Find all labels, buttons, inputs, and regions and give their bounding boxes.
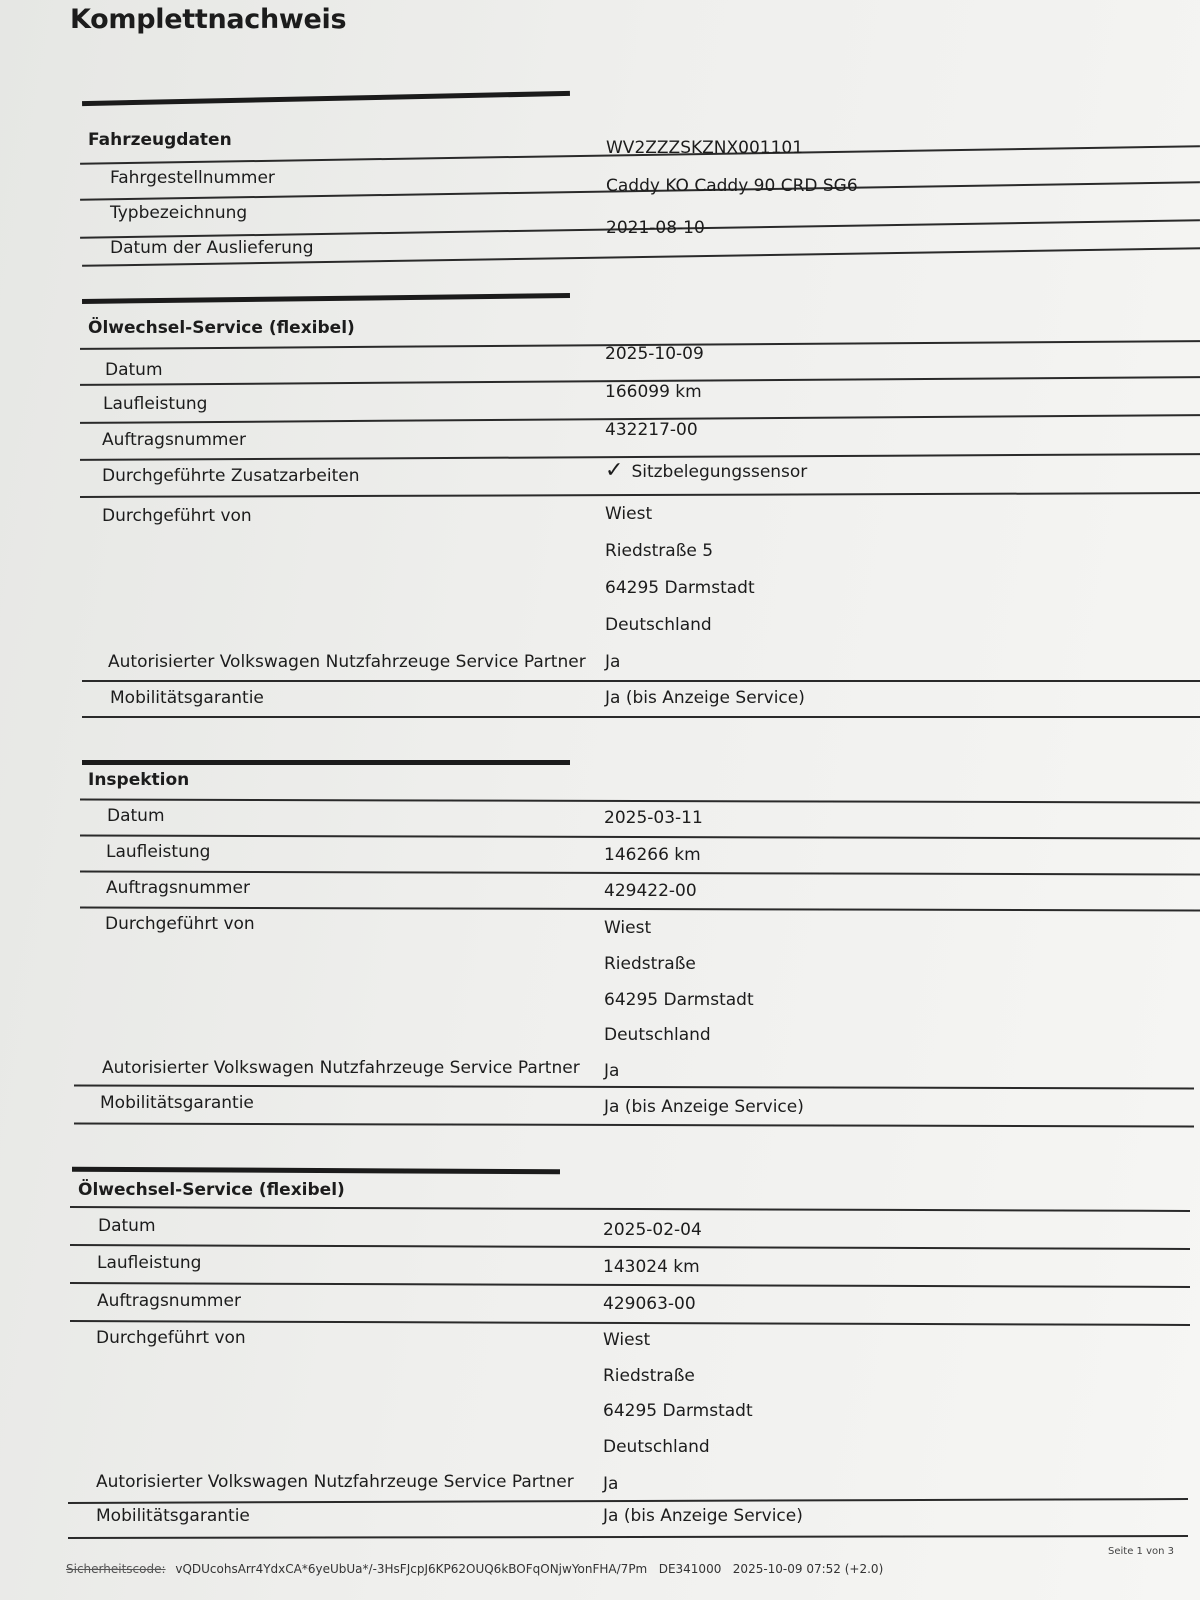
mobility-value: Ja (bis Anzeige Service): [605, 688, 805, 708]
km-label: Laufleistung: [97, 1253, 202, 1273]
km-value: 143024 km: [603, 1257, 700, 1277]
partner-label: Autorisierter Volkswagen Nutzfahrzeuge Service Partner: [96, 1472, 574, 1492]
delivery-value: 2021-08-10: [606, 218, 705, 238]
divider: [70, 1244, 1190, 1250]
print-timestamp: 2025-10-09 07:52 (+2.0): [732, 1562, 884, 1576]
performed-by-label: Durchgeführt von: [105, 914, 255, 934]
order-label: Auftragsnummer: [106, 878, 250, 898]
divider: [82, 680, 1200, 682]
order-label: Auftragsnummer: [102, 430, 246, 450]
partner-value: Ja: [603, 1474, 619, 1494]
divider: [80, 835, 1200, 840]
section-title: Ölwechsel-Service (flexibel): [88, 318, 355, 338]
delivery-label: Datum der Auslieferung: [110, 238, 314, 258]
performed-by-label: Durchgeführt von: [102, 506, 252, 526]
partner-value: Ja: [605, 652, 621, 672]
dealer-code: DE341000: [658, 1562, 722, 1576]
mobility-label: Mobilitätsgarantie: [100, 1093, 254, 1113]
divider: [80, 871, 1200, 876]
divider: [82, 716, 1200, 718]
performed-by-country: Deutschland: [603, 1437, 710, 1457]
section-bar: [82, 91, 570, 106]
divider: [70, 1206, 1190, 1212]
section-bar: [82, 293, 570, 304]
checkmark-icon: ✓: [605, 458, 624, 483]
vin-value: WV2ZZZSKZNX001101: [606, 138, 804, 158]
type-value: Caddy KO Caddy 90 CRD SG6: [606, 176, 858, 196]
performed-by-street: Riedstraße 5: [605, 541, 714, 561]
security-code: vQDUcohsArr4YdxCA*6yeUbUa*/-3HsFJcpJ6KP62OUQ6kBOFqONjwYonFHA/7Pm: [175, 1562, 648, 1576]
type-label: Typbezeichnung: [110, 203, 248, 223]
divider: [80, 799, 1200, 804]
order-label: Auftragsnummer: [97, 1291, 241, 1311]
divider: [74, 1123, 1194, 1128]
km-value: 166099 km: [605, 382, 702, 402]
km-label: Laufleistung: [106, 842, 211, 862]
footer: [66, 1562, 883, 1576]
mobility-value: Ja (bis Anzeige Service): [603, 1506, 803, 1526]
performed-by-street: Riedstraße: [604, 954, 696, 974]
section-title: Fahrzeugdaten: [88, 130, 232, 150]
section-bar: [72, 1167, 560, 1175]
performed-by-country: Deutschland: [604, 1025, 711, 1045]
section-title: Ölwechsel-Service (flexibel): [78, 1180, 345, 1200]
partner-label: Autorisierter Volkswagen Nutzfahrzeuge Service Partner: [102, 1058, 580, 1078]
security-code-label: Sicherheitscode:: [66, 1562, 166, 1576]
mobility-value: Ja (bis Anzeige Service): [604, 1097, 804, 1117]
divider: [68, 1498, 1188, 1504]
performed-by-country: Deutschland: [605, 615, 712, 635]
divider: [70, 1320, 1190, 1326]
km-value: 146266 km: [604, 845, 701, 865]
performed-by-city: 64295 Darmstadt: [605, 578, 755, 598]
performed-by-name: Wiest: [605, 504, 653, 524]
extra-work-label: Durchgeführte Zusatzarbeiten: [102, 466, 360, 486]
document-title: Komplettnachweis: [70, 4, 347, 35]
mobility-label: Mobilitätsgarantie: [110, 688, 264, 708]
order-value: 429063-00: [603, 1294, 696, 1314]
date-value: 2025-03-11: [604, 808, 703, 828]
divider: [80, 907, 1200, 912]
performed-by-name: Wiest: [604, 918, 652, 938]
date-label: Datum: [105, 360, 163, 380]
km-label: Laufleistung: [103, 394, 208, 414]
divider: [70, 1282, 1190, 1288]
performed-by-label: Durchgeführt von: [96, 1328, 246, 1348]
performed-by-street: Riedstraße: [603, 1366, 695, 1386]
section-title: Inspektion: [88, 770, 190, 790]
vin-label: Fahrgestellnummer: [110, 168, 275, 188]
partner-value: Ja: [604, 1061, 620, 1081]
divider: [74, 1085, 1194, 1090]
date-label: Datum: [98, 1216, 156, 1236]
performed-by-city: 64295 Darmstadt: [603, 1401, 753, 1421]
extra-work-value: [605, 458, 807, 483]
order-value: 432217-00: [605, 420, 698, 440]
mobility-label: Mobilitätsgarantie: [96, 1506, 250, 1526]
divider: [80, 492, 1200, 498]
date-value: 2025-02-04: [603, 1220, 702, 1240]
extra-work-text: Sitzbelegungssensor: [631, 462, 808, 482]
page-indicator: Seite 1 von 3: [1108, 1546, 1174, 1557]
order-value: 429422-00: [604, 881, 697, 901]
divider: [68, 1535, 1188, 1539]
section-bar: [82, 760, 570, 765]
performed-by-name: Wiest: [603, 1330, 651, 1350]
partner-label: Autorisierter Volkswagen Nutzfahrzeuge Service Partner: [108, 652, 586, 672]
date-label: Datum: [107, 806, 165, 826]
performed-by-city: 64295 Darmstadt: [604, 990, 754, 1010]
date-value: 2025-10-09: [605, 344, 704, 364]
